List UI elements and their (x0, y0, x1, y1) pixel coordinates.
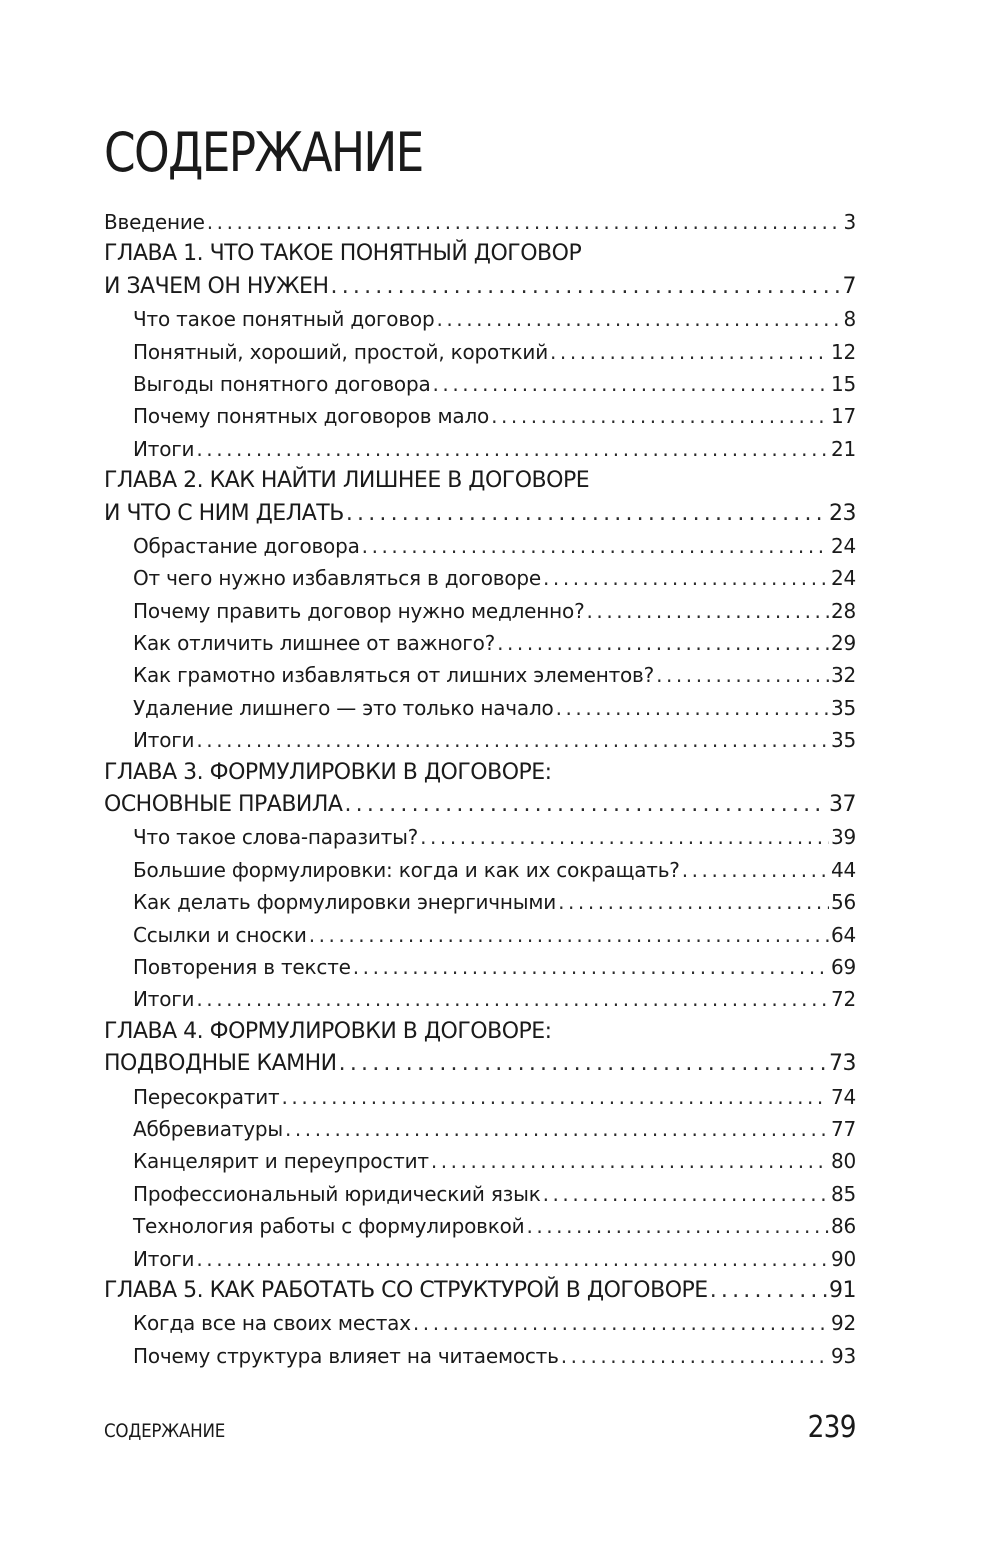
page-number: 239 (807, 1410, 856, 1445)
toc-entry-page: 69 (830, 954, 856, 979)
toc-entry-label: И ЧТО С НИМ ДЕЛАТЬ (104, 500, 344, 526)
toc-entry-label: От чего нужно избавляться в договоре (133, 566, 541, 591)
page-title: СОДЕРЖАНИЕ (104, 121, 423, 184)
dot-leader (543, 1178, 829, 1210)
toc-entry-page: 92 (830, 1311, 856, 1336)
toc-entry[interactable] (104, 1243, 856, 1275)
toc-entry-page: 28 (830, 598, 856, 623)
dot-leader (526, 1210, 829, 1242)
toc-entry-page: 73 (829, 1051, 856, 1077)
toc-entry[interactable] (104, 433, 856, 465)
toc-entry[interactable] (104, 692, 856, 724)
toc-entry-page: 90 (830, 1246, 856, 1271)
toc-entry[interactable] (104, 1081, 856, 1113)
dot-leader (344, 789, 827, 821)
dot-leader (196, 983, 829, 1015)
toc-entry[interactable] (104, 983, 856, 1015)
toc-entry-page: 12 (830, 339, 856, 364)
toc-entry-page: 93 (830, 1343, 856, 1368)
dot-leader (362, 530, 829, 562)
toc-entry-page: 72 (830, 987, 856, 1012)
toc-entry-label: Профессиональный юридический язык (133, 1181, 541, 1206)
toc-entry-page: 85 (830, 1181, 856, 1206)
chapter-title-line: ГЛАВА 4. ФОРМУЛИРОВКИ В ДОГОВОРЕ: (104, 1018, 552, 1044)
toc-chapter-entry[interactable] (104, 271, 856, 303)
toc-chapter-entry[interactable] (104, 1048, 856, 1080)
toc-chapter-entry[interactable] (104, 498, 856, 530)
toc-entry-page: 86 (830, 1214, 856, 1239)
toc-entry-label: Аббревиатуры (133, 1116, 283, 1141)
toc-entry[interactable] (104, 562, 856, 594)
toc-entry[interactable] (104, 886, 856, 918)
toc-entry-page: 56 (830, 890, 856, 915)
chapter-title-line: ГЛАВА 2. КАК НАЙТИ ЛИШНЕЕ В ДОГОВОРЕ (104, 468, 590, 494)
toc-entry[interactable] (104, 854, 856, 886)
toc-entry-label: Как отличить лишнее от важного? (133, 631, 496, 656)
toc-entry-page: 74 (830, 1084, 856, 1109)
toc-entry-page: 3 (843, 210, 856, 234)
toc-entry[interactable] (104, 724, 856, 756)
toc-entry-label: Канцелярит и переупростит (133, 1149, 429, 1174)
toc-entry-page: 44 (830, 857, 856, 882)
toc-entry-label: Итоги (133, 1246, 195, 1271)
toc-entry-label: Почему структура влияет на читаемость (133, 1343, 559, 1368)
dot-leader (285, 1113, 829, 1145)
dot-leader (420, 821, 829, 853)
toc-entry[interactable] (104, 595, 856, 627)
toc-entry-label: Технология работы с формулировкой (133, 1214, 525, 1239)
toc-entry-page: 77 (830, 1116, 856, 1141)
toc-entry-label: ОСНОВНЫЕ ПРАВИЛА (104, 792, 343, 818)
toc-entry[interactable] (104, 336, 856, 368)
toc-entry[interactable] (104, 1307, 856, 1339)
toc-entry-page: 15 (830, 371, 856, 396)
toc-entry[interactable] (104, 1145, 856, 1177)
toc-entry-label: Ссылки и сноски (133, 922, 307, 947)
toc-entry-page: 24 (830, 566, 856, 591)
dot-leader (339, 1048, 827, 1080)
toc-entry-label: Что такое понятный договор (133, 307, 435, 332)
toc-entry-label: Итоги (133, 728, 195, 753)
toc-entry-label: Удаление лишнего — это только начало (133, 695, 554, 720)
toc-entry-page: 37 (829, 792, 856, 818)
toc-entry-page: 35 (830, 695, 856, 720)
dot-leader (436, 303, 841, 335)
toc-entry[interactable] (104, 530, 856, 562)
toc-entry-label: Введение (104, 210, 205, 234)
toc-entry-page: 23 (829, 500, 856, 526)
toc-entry-page: 24 (830, 533, 856, 558)
toc-entry-label: Итоги (133, 987, 195, 1012)
toc-entry-page: 29 (830, 631, 856, 656)
dot-leader (556, 692, 829, 724)
dot-leader (433, 368, 829, 400)
toc-entry-page: 17 (830, 404, 856, 429)
dot-leader (558, 886, 829, 918)
toc-entry[interactable] (104, 1178, 856, 1210)
toc-entry-page: 7 (842, 273, 856, 299)
dot-leader (710, 1275, 827, 1307)
toc-entry-page: 80 (830, 1149, 856, 1174)
toc-entry-page: 39 (830, 825, 856, 850)
dot-leader (656, 659, 829, 691)
dot-leader (497, 627, 829, 659)
toc-entry[interactable] (104, 206, 856, 238)
toc-entry[interactable] (104, 821, 856, 853)
toc-entry-page: 64 (830, 922, 856, 947)
dot-leader (282, 1081, 829, 1113)
toc-entry-label: Пересократит (133, 1084, 280, 1109)
dot-leader (682, 854, 829, 886)
chapter-title-line: ГЛАВА 1. ЧТО ТАКОЕ ПОНЯТНЫЙ ДОГОВОР (104, 241, 582, 267)
toc-entry[interactable] (104, 1210, 856, 1242)
toc-entry[interactable] (104, 1340, 856, 1372)
toc-entry-label: ГЛАВА 5. КАК РАБОТАТЬ СО СТРУКТУРОЙ В ДОГОВОРЕ (104, 1277, 708, 1303)
dot-leader (207, 206, 842, 238)
toc-entry-label: Как делать формулировки энергичными (133, 890, 557, 915)
dot-leader (561, 1340, 829, 1372)
dot-leader (431, 1145, 829, 1177)
toc-entry-label: Выгоды понятного договора (133, 371, 431, 396)
toc-entry[interactable] (104, 627, 856, 659)
dot-leader (346, 498, 827, 530)
toc-chapter-entry[interactable] (104, 1275, 856, 1307)
dot-leader (331, 271, 841, 303)
toc-entry-label: Почему понятных договоров мало (133, 404, 490, 429)
toc-entry[interactable] (104, 951, 856, 983)
toc-entry-page: 91 (829, 1277, 856, 1303)
toc-chapter-entry[interactable] (104, 789, 856, 821)
toc-entry[interactable] (104, 400, 856, 432)
dot-leader (586, 595, 828, 627)
dot-leader (353, 951, 829, 983)
dot-leader (413, 1307, 829, 1339)
toc-entry[interactable] (104, 1113, 856, 1145)
toc-entry[interactable] (104, 659, 856, 691)
toc-entry-label: Итоги (133, 436, 195, 461)
chapter-title-line: ГЛАВА 3. ФОРМУЛИРОВКИ В ДОГОВОРЕ: (104, 759, 552, 785)
toc-entry-label: И ЗАЧЕМ ОН НУЖЕН (104, 273, 329, 299)
dot-leader (309, 919, 829, 951)
toc-entry-label: Обрастание договора (133, 533, 360, 558)
dot-leader (196, 724, 829, 756)
dot-leader (196, 1243, 829, 1275)
toc-entry-label: Большие формулировки: когда и как их сокращать? (133, 857, 680, 882)
toc-entry-label: ПОДВОДНЫЕ КАМНИ (104, 1051, 337, 1077)
toc-entry-label: Понятный, хороший, простой, короткий (133, 339, 549, 364)
dot-leader (491, 400, 829, 432)
toc-entry-label: Почему править договор нужно медленно? (133, 598, 585, 623)
toc-entry[interactable] (104, 303, 856, 335)
toc-entry-page: 21 (830, 436, 856, 461)
toc-entry-label: Что такое слова-паразиты? (133, 825, 419, 850)
running-footer: СОДЕРЖАНИЕ (104, 1420, 225, 1442)
toc-entry-page: 32 (830, 663, 856, 688)
dot-leader (196, 433, 829, 465)
toc-entry[interactable] (104, 919, 856, 951)
toc-entry-page: 35 (830, 728, 856, 753)
dot-leader (543, 562, 829, 594)
table-of-contents (104, 206, 856, 1372)
toc-entry-label: Как грамотно избавляться от лишних элементов? (133, 663, 655, 688)
toc-entry[interactable] (104, 368, 856, 400)
toc-entry-label: Повторения в тексте (133, 954, 351, 979)
toc-entry-page: 8 (843, 307, 856, 332)
dot-leader (550, 336, 829, 368)
toc-entry-label: Когда все на своих местах (133, 1311, 411, 1336)
